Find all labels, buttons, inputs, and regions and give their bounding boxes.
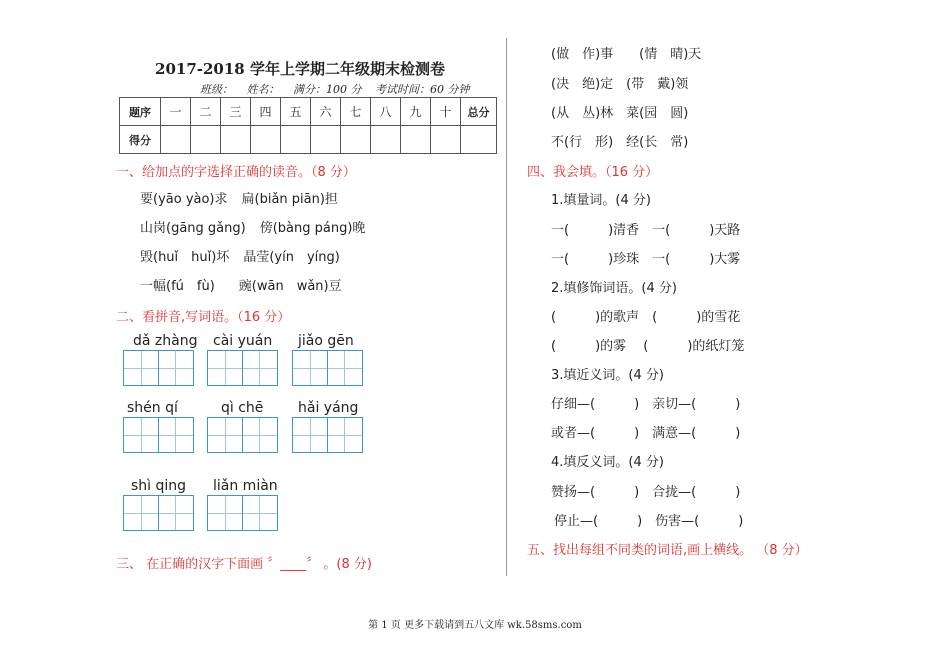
- writing-grid[interactable]: [207, 350, 276, 386]
- writing-cell[interactable]: [327, 417, 363, 453]
- score-input-cell[interactable]: [251, 126, 281, 154]
- exam-info: [200, 81, 480, 97]
- reading-row: [140, 217, 365, 236]
- section4-title: 四、我会填。（16 分）: [527, 165, 659, 180]
- pinyin-label: shì qing: [131, 478, 187, 494]
- writing-cell[interactable]: [242, 417, 278, 453]
- pinyin-label: shén qí: [127, 400, 178, 416]
- writing-cell[interactable]: [242, 350, 278, 386]
- pinyin-label: qì chē: [221, 400, 264, 416]
- score-input-cell[interactable]: [341, 126, 371, 154]
- score-table-cell: 题序: [120, 98, 161, 126]
- score-input-cell[interactable]: [311, 126, 341, 154]
- fill-row[interactable]: 或者—( ) 满意—( ): [551, 426, 741, 441]
- writing-grid[interactable]: [207, 417, 276, 453]
- writing-grid[interactable]: [292, 350, 361, 386]
- section1-title: 一、给加点的字选择正确的读音。（8 分）: [116, 165, 356, 180]
- writing-cell[interactable]: [123, 495, 159, 531]
- writing-grid[interactable]: [123, 417, 192, 453]
- reading-row: [140, 188, 338, 207]
- writing-cell[interactable]: [207, 350, 243, 386]
- pinyin-label: hǎi yáng: [298, 400, 359, 416]
- page-title: 2017-2018 学年上学期二年级期末检测卷: [155, 60, 445, 78]
- reading-item: 毁(huǐ huǐ)坏: [140, 250, 230, 265]
- choice-row: (从 丛)林 菜(园 圆): [551, 106, 689, 121]
- reading-item: 要(yāo yào)求: [140, 192, 228, 207]
- score-table-header-row: [120, 98, 497, 126]
- writing-grid[interactable]: [123, 495, 192, 531]
- pinyin-label: liǎn miàn: [213, 478, 278, 494]
- choice-row: 不(行 形) 经(长 常): [551, 135, 689, 150]
- pinyin-writing-item[interactable]: [292, 400, 361, 453]
- pinyin-writing-item[interactable]: [123, 478, 192, 531]
- pinyin-writing-item[interactable]: [207, 478, 278, 531]
- writing-cell[interactable]: [158, 417, 194, 453]
- fill-row[interactable]: 停止—( ) 伤害—( ): [554, 514, 744, 529]
- class-label: 班级：: [200, 83, 233, 96]
- score-table-cell: 四: [251, 98, 281, 126]
- score-table-cell: 一: [161, 98, 191, 126]
- reading-item: 晶莹(yín yíng): [243, 250, 340, 265]
- score-table-cell: 七: [341, 98, 371, 126]
- pinyin-writing-item[interactable]: [123, 400, 192, 453]
- fill-row[interactable]: 仔细—( ) 亲切—( ): [551, 397, 741, 412]
- reading-item: 傍(bàng páng)晚: [259, 221, 366, 236]
- fill-row[interactable]: 一( )清香 一( )天路: [551, 223, 741, 238]
- writing-cell[interactable]: [158, 350, 194, 386]
- section3-title: 三、 在正确的汉字下面画 〞____〞 。(8 分): [116, 557, 372, 572]
- section2-title: 二、看拼音,写词语。（16 分）: [116, 310, 291, 325]
- pinyin-writing-item[interactable]: [123, 333, 197, 386]
- score-input-cell[interactable]: [281, 126, 311, 154]
- score-input-cell[interactable]: [431, 126, 461, 154]
- score-input-cell[interactable]: [221, 126, 251, 154]
- time-label: 考试时间：60 分钟: [375, 83, 470, 96]
- section5-title: 五、找出每组不同类的词语,画上横线。 （8 分）: [527, 543, 808, 558]
- score-table-cell: 五: [281, 98, 311, 126]
- score-table-cell: 十: [431, 98, 461, 126]
- sub-question-title: 4.填反义词。(4 分): [551, 455, 664, 470]
- score-table-cell: 总分: [461, 98, 497, 126]
- fill-row[interactable]: ( )的歌声 ( )的雪花: [551, 310, 741, 325]
- writing-grid[interactable]: [123, 350, 197, 386]
- writing-cell[interactable]: [158, 495, 194, 531]
- writing-grid[interactable]: [292, 417, 361, 453]
- fill-row[interactable]: 赞扬—( ) 合拢—( ): [551, 485, 741, 500]
- score-table-score-row: [120, 126, 497, 154]
- pinyin-writing-item[interactable]: [207, 333, 276, 386]
- choice-row: (决 绝)定 (带 戴)领: [551, 77, 689, 92]
- column-divider: [506, 38, 507, 576]
- page-footer: 第 1 页 更多下载请到五八文库 wk.58sms.com: [368, 620, 582, 631]
- score-table-cell: 八: [371, 98, 401, 126]
- writing-cell[interactable]: [207, 495, 243, 531]
- pinyin-label: jiǎo gēn: [298, 333, 354, 349]
- writing-cell[interactable]: [123, 417, 159, 453]
- writing-cell[interactable]: [327, 350, 363, 386]
- score-input-cell[interactable]: [371, 126, 401, 154]
- fill-row[interactable]: ( )的雾 ( )的纸灯笼: [551, 339, 745, 354]
- score-table-cell: 二: [191, 98, 221, 126]
- reading-item: 豌(wān wǎn)豆: [238, 279, 342, 294]
- score-table-cell: 得分: [120, 126, 161, 154]
- reading-row: [140, 275, 342, 294]
- sub-question-title: 3.填近义词。(4 分): [551, 368, 664, 383]
- score-input-cell[interactable]: [461, 126, 497, 154]
- score-input-cell[interactable]: [401, 126, 431, 154]
- score-label: 满分：100 分: [293, 83, 362, 96]
- score-table-cell: 三: [221, 98, 251, 126]
- fill-row[interactable]: 一( )珍珠 一( )大雾: [551, 252, 741, 267]
- name-label: 姓名：: [246, 83, 280, 96]
- pinyin-label: dǎ zhàng: [133, 333, 198, 349]
- choice-row: (做 作)事 (情 晴)天: [551, 47, 702, 62]
- sub-question-title: 1.填量词。(4 分): [551, 193, 651, 208]
- writing-cell[interactable]: [207, 417, 243, 453]
- score-input-cell[interactable]: [161, 126, 191, 154]
- pinyin-label: cài yuán: [213, 333, 273, 349]
- writing-cell[interactable]: [292, 417, 328, 453]
- reading-item: 扁(biǎn piān)担: [241, 192, 338, 207]
- score-input-cell[interactable]: [191, 126, 221, 154]
- reading-item: 山岗(gāng gǎng): [140, 221, 246, 236]
- sub-question-title: 2.填修饰词语。(4 分): [551, 281, 677, 296]
- writing-grid[interactable]: [207, 495, 278, 531]
- score-table-cell: 六: [311, 98, 341, 126]
- score-table-cell: 九: [401, 98, 431, 126]
- pinyin-writing-item[interactable]: [207, 400, 276, 453]
- pinyin-writing-item[interactable]: [292, 333, 361, 386]
- score-table: [119, 97, 497, 154]
- writing-cell[interactable]: [292, 350, 328, 386]
- reading-row: [140, 246, 340, 265]
- writing-cell[interactable]: [242, 495, 278, 531]
- reading-item: 一幅(fú fù): [140, 279, 215, 294]
- writing-cell[interactable]: [123, 350, 159, 386]
